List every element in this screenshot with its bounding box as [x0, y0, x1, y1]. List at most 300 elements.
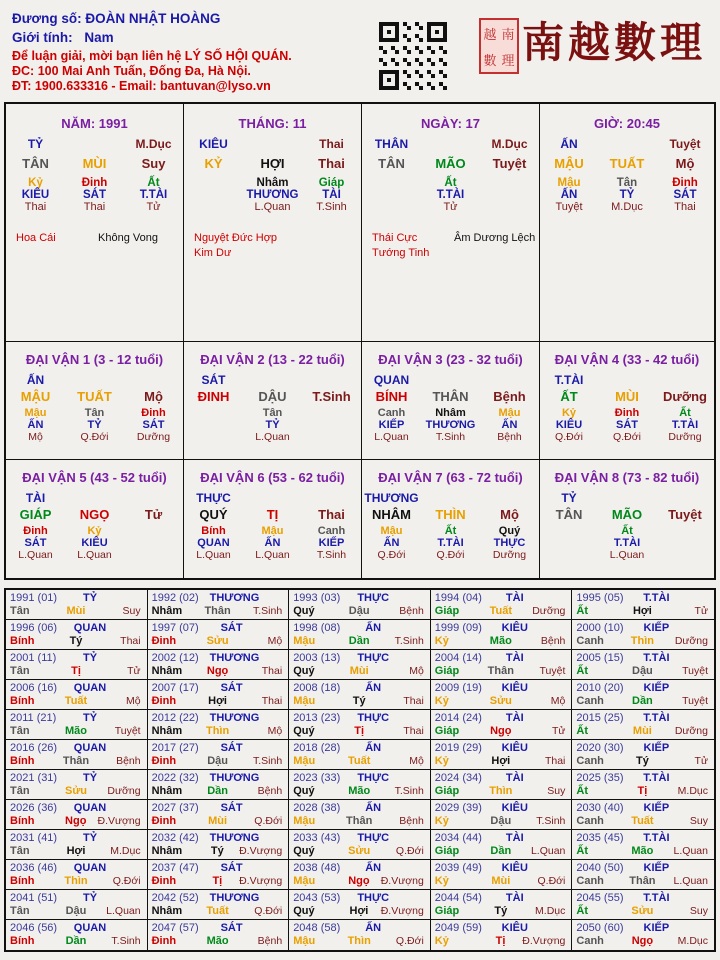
year-line-1 [10, 622, 147, 635]
cell-value: L.Quan [18, 549, 53, 561]
cell-value [124, 373, 183, 387]
year-god: ẤN [365, 622, 382, 634]
year-branch: Tý [69, 635, 83, 647]
year-stem: Kỷ [434, 755, 449, 767]
cell-row-4 [362, 419, 539, 431]
cell-value: KỶ [204, 156, 223, 171]
cell-value: SÁT [24, 537, 47, 549]
year-label: 1991 (01) [10, 592, 58, 604]
year-line-2 [152, 605, 289, 618]
year-line-1 [576, 802, 714, 815]
cell-value: Mậu [24, 407, 47, 419]
year-branch: Dậu [490, 815, 512, 827]
year-line-1 [152, 862, 289, 875]
dai-van-cell [6, 460, 184, 578]
year-line-1 [435, 802, 572, 815]
year-branch: Tuất [64, 695, 88, 707]
cell-value: MẬU [554, 156, 584, 171]
cell-value [362, 201, 421, 213]
year-branch: Tuất [631, 815, 654, 827]
year-stem: Giáp [434, 905, 460, 917]
year-stem: Giáp [434, 845, 460, 857]
cell-value: KIÊU [199, 137, 228, 151]
cell-value: Đinh [23, 525, 48, 537]
year-phase: Bệnh [116, 755, 141, 767]
year-god: THƯƠNG [209, 832, 260, 844]
year-cell [6, 740, 148, 770]
year-label: 1999 (09) [434, 622, 482, 634]
year-label: 1995 (05) [576, 592, 624, 604]
cell-row-1 [362, 137, 539, 151]
cell-row-1 [6, 491, 183, 505]
year-stem: Quý [293, 785, 315, 797]
cell-row-5 [362, 549, 539, 561]
cell-value: KIẾP [378, 419, 405, 431]
year-god: KIẾP [643, 682, 670, 694]
gender-label: Giới tính: [12, 30, 73, 45]
year-line-2 [293, 665, 430, 678]
cell-value: ẤN [560, 189, 578, 201]
year-line-2 [576, 695, 714, 708]
year-stem: Giáp [434, 605, 460, 617]
year-god: TÀI [505, 652, 524, 664]
year-stem: Bính [10, 635, 35, 647]
cell-value: Tuyệt [492, 156, 527, 171]
pillar-cell [6, 104, 184, 342]
year-cell [289, 920, 431, 950]
year-line-2 [293, 935, 430, 948]
year-line-2 [435, 815, 572, 828]
cell-value: T.Sinh [316, 549, 347, 561]
cell-row-5 [362, 201, 539, 213]
year-god: ẤN [365, 802, 382, 814]
year-stem: Bính [10, 815, 35, 827]
cell-value [480, 189, 539, 201]
seal-char: 南 [501, 27, 515, 43]
dai-van-cell [540, 342, 714, 460]
year-branch: Tuất [347, 755, 371, 767]
cell-value: Tử [443, 201, 458, 213]
cell-value [302, 419, 361, 431]
seal-char: 理 [501, 53, 515, 69]
cell-row-2 [6, 507, 183, 522]
year-branch: Tị [71, 665, 81, 677]
year-line-1 [435, 652, 572, 665]
year-label: 2018 (28) [293, 742, 341, 754]
year-line-2 [10, 755, 147, 768]
year-line-2 [10, 665, 147, 678]
cell-value: Dưỡng [668, 431, 702, 443]
year-god: KIÊU [501, 922, 528, 934]
year-line-2 [576, 875, 714, 888]
year-line-2 [435, 695, 572, 708]
cell-row-1 [184, 137, 361, 151]
cell-value: Ất [444, 177, 457, 189]
cell-row-5 [184, 549, 361, 561]
cell-value: L.Quan [77, 549, 112, 561]
year-label: 2014 (24) [434, 712, 482, 724]
year-branch: Thân [629, 875, 656, 887]
cell-value: Tân [84, 407, 105, 419]
cell-value: L.Quan [255, 431, 290, 443]
dai-van-title: ĐẠI VẬN 2 (13 - 22 tuổi) [200, 352, 345, 367]
cell-value: NGỌ [79, 507, 110, 522]
cell-value [480, 491, 539, 505]
dai-van-title: ĐẠI VẬN 7 (63 - 72 tuổi) [378, 470, 523, 485]
year-stem: Mậu [293, 935, 316, 947]
cell-row-2 [184, 389, 361, 404]
year-cell [289, 620, 431, 650]
year-line-1 [152, 682, 289, 695]
year-cell [431, 860, 573, 890]
year-cell [431, 710, 573, 740]
cell-value: Mậu [261, 525, 284, 537]
year-branch: Thân [62, 755, 90, 767]
cell-row-4 [362, 537, 539, 549]
cell-value: Q.Đới [377, 549, 406, 561]
year-cell [289, 650, 431, 680]
year-god: SÁT [220, 922, 243, 934]
year-line-2 [293, 815, 430, 828]
cell-value: MÙI [615, 389, 639, 404]
cell-value: ẤN [501, 419, 518, 431]
year-line-1 [293, 772, 430, 785]
year-line-2 [435, 935, 572, 948]
year-phase: Tử [694, 605, 708, 617]
year-line-2 [10, 605, 147, 618]
dai-van-title: ĐẠI VẬN 1 (3 - 12 tuổi) [25, 352, 164, 367]
cell-value: SÁT [201, 373, 226, 387]
year-branch: Thìn [205, 725, 230, 737]
cell-value: Thai [24, 201, 47, 213]
cell-value [65, 373, 124, 387]
cell-row-4 [6, 537, 183, 549]
year-god: THƯƠNG [209, 892, 260, 904]
cell-value: QUÝ [199, 507, 228, 522]
cell-value: Q.Đới [80, 431, 109, 443]
year-line-2 [10, 815, 147, 828]
cell-value: SÁT [83, 189, 106, 201]
year-line-1 [435, 712, 572, 725]
year-line-2 [10, 695, 147, 708]
year-branch: Mùi [632, 725, 652, 737]
year-phase: L.Quan [106, 905, 141, 917]
cell-value: Thai [319, 137, 344, 151]
year-god: THỰC [357, 772, 390, 784]
year-line-1 [435, 862, 572, 875]
year-label: 2027 (37) [151, 802, 199, 814]
year-god: QUAN [73, 922, 107, 934]
cell-value: Mộ [675, 156, 695, 171]
year-cell [6, 920, 148, 950]
star-label: Thái Cực [372, 232, 418, 244]
year-god: ẤN [365, 742, 382, 754]
year-god: TỶ [82, 712, 98, 724]
year-line-2 [293, 875, 430, 888]
year-line-1 [10, 682, 147, 695]
year-line-1 [293, 742, 430, 755]
year-cell [148, 920, 290, 950]
phone-email-line: ĐT: 1900.633316 - Email: bantuvan@lyso.vn [12, 79, 271, 93]
cell-row-4 [540, 419, 714, 431]
year-phase: Suy [689, 815, 708, 827]
year-line-2 [152, 635, 289, 648]
year-line-2 [152, 725, 289, 738]
year-branch: Hợi [632, 605, 652, 617]
year-line-2 [435, 725, 572, 738]
year-phase: T.Sinh [394, 785, 424, 797]
cell-value: ẤN [27, 419, 44, 431]
cell-value: T.TÀI [139, 189, 168, 201]
year-phase: Suy [547, 785, 566, 797]
year-line-2 [293, 695, 430, 708]
year-cell [572, 920, 714, 950]
year-cell [6, 620, 148, 650]
year-label: 2024 (34) [434, 772, 482, 784]
cell-value: L.Quan [374, 431, 409, 443]
year-branch: Tuất [206, 905, 229, 917]
year-phase: Q.Đới [254, 815, 283, 827]
cell-row-3 [184, 177, 361, 189]
year-phase: Mộ [409, 665, 424, 677]
year-cell [431, 920, 573, 950]
year-branch: Mùi [491, 875, 511, 887]
year-cell [148, 650, 290, 680]
year-label: 1998 (08) [293, 622, 341, 634]
year-label: 2037 (47) [151, 862, 199, 874]
year-cell [6, 650, 148, 680]
year-god: THỰC [357, 892, 390, 904]
year-cell [431, 590, 573, 620]
cell-value: T.TÀI [613, 537, 641, 549]
cell-value [184, 419, 243, 431]
year-stem: Bính [10, 935, 35, 947]
cell-value: Kỷ [28, 177, 43, 189]
cell-value [362, 177, 421, 189]
dai-van-cell [362, 460, 540, 578]
cell-row-3 [540, 177, 714, 189]
contact-note: Để luận giải, mời bạn liên hệ LÝ SỐ HỘI QUÁN. [12, 49, 292, 63]
year-label: 2028 (38) [293, 802, 341, 814]
owner-name: Đương số: ĐOÀN NHẬT HOÀNG [12, 11, 221, 26]
dai-van-cell [6, 342, 184, 460]
cell-value: Mộ [28, 431, 43, 443]
cell-value: TÂN [555, 507, 583, 522]
year-branch: Dậu [348, 605, 370, 617]
cell-value: Đinh [614, 407, 640, 419]
year-line-2 [152, 875, 289, 888]
year-god: SÁT [220, 622, 243, 634]
cell-value [656, 491, 714, 505]
year-line-1 [576, 862, 714, 875]
cell-value: T.TÀI [436, 189, 465, 201]
year-line-1 [10, 772, 147, 785]
cell-value: TÀI [322, 189, 341, 201]
year-stem: Nhâm [151, 845, 183, 857]
year-god: TỶ [82, 772, 98, 784]
year-line-1 [576, 652, 714, 665]
year-branch: Thìn [489, 785, 513, 797]
year-line-2 [293, 635, 430, 648]
year-phase: Bệnh [257, 935, 283, 947]
year-branch: Tý [635, 755, 649, 767]
cell-value: Tân [262, 407, 283, 419]
year-cell [431, 650, 573, 680]
year-phase: M.Dục [535, 905, 566, 917]
cell-value: Thai [83, 201, 106, 213]
cell-value: Q.Đới [555, 431, 583, 443]
cell-value: THỰC [493, 537, 526, 549]
cell-value: SÁT [673, 189, 697, 201]
cell-row-1 [6, 137, 183, 151]
cell-value: ẤT [560, 389, 578, 404]
year-god: T.TÀI [643, 832, 670, 844]
cell-value: ẤN [26, 373, 45, 387]
year-cell [148, 800, 290, 830]
year-branch: Sửu [206, 635, 229, 647]
cell-value: TỶ [27, 137, 44, 151]
year-line-1 [152, 892, 289, 905]
year-label: 1992 (02) [151, 592, 199, 604]
year-label: 2048 (58) [293, 922, 341, 934]
year-phase: Tử [551, 725, 566, 737]
year-cell [431, 830, 573, 860]
year-line-2 [576, 635, 714, 648]
year-phase: Q.Đới [537, 875, 566, 887]
year-branch: Hợi [208, 695, 227, 707]
year-god: T.TÀI [643, 712, 670, 724]
cell-value [184, 177, 243, 189]
year-label: 2020 (30) [576, 742, 624, 754]
year-god: THỰC [357, 592, 390, 604]
cell-value [184, 189, 243, 201]
cell-value [656, 549, 714, 561]
cell-row-4 [184, 189, 361, 201]
year-god: QUAN [73, 862, 107, 874]
cell-value: TỊ [266, 507, 279, 522]
year-branch: Mùi [208, 815, 228, 827]
year-phase: Mộ [267, 725, 283, 737]
cell-row-2 [362, 507, 539, 522]
year-branch: Thìn [64, 875, 88, 887]
cell-row-5 [6, 431, 183, 443]
cell-row-3 [362, 407, 539, 419]
cell-value: KIẾP [318, 537, 345, 549]
year-stem: Đinh [151, 815, 177, 827]
year-branch: Mùi [66, 605, 86, 617]
cell-value: ĐINH [197, 389, 230, 404]
year-line-1 [435, 832, 572, 845]
year-cell [148, 740, 290, 770]
year-label: 2034 (44) [434, 832, 482, 844]
qr-code-icon[interactable] [379, 22, 447, 90]
year-cell [431, 890, 573, 920]
year-stem: Canh [576, 695, 604, 707]
year-stem: Nhâm [151, 605, 183, 617]
cell-value: L.Quan [609, 549, 645, 561]
year-line-2 [10, 935, 147, 948]
year-phase: Dưỡng [532, 605, 566, 617]
cell-value: HỢI [260, 156, 285, 171]
year-stem: Nhâm [151, 665, 183, 677]
year-stem: Quý [293, 725, 315, 737]
year-god: THỰC [357, 652, 390, 664]
cell-row-4 [184, 537, 361, 549]
cell-row-3 [540, 407, 714, 419]
cell-value: M.Dục [491, 137, 528, 151]
year-line-1 [293, 802, 430, 815]
year-cell [148, 890, 290, 920]
year-phase: Tử [694, 755, 708, 767]
dai-van-title: ĐẠI VẬN 5 (43 - 52 tuổi) [22, 470, 167, 485]
pillar-title: NĂM: 1991 [61, 116, 128, 131]
year-line-2 [435, 905, 572, 918]
year-label: 1997 (07) [151, 622, 199, 634]
year-branch: Dần [490, 845, 512, 857]
cell-value: NHÂM [372, 507, 411, 522]
year-label: 2044 (54) [434, 892, 482, 904]
year-label: 2008 (18) [293, 682, 341, 694]
dai-van-cell [184, 460, 362, 578]
cell-row-5 [184, 201, 361, 213]
year-line-2 [10, 635, 147, 648]
year-line-1 [152, 622, 289, 635]
dai-van-cell [362, 342, 540, 460]
year-phase: Thai [544, 755, 566, 767]
year-line-2 [10, 785, 147, 798]
address-line: ĐC: 100 Mai Anh Tuấn, Đống Đa, Hà Nội. [12, 64, 251, 78]
year-line-2 [576, 605, 714, 618]
cell-value: Nhâm [256, 177, 289, 189]
cell-value: Mậu [498, 407, 521, 419]
year-line-2 [293, 605, 430, 618]
year-phase: Đ.Vượng [97, 815, 141, 827]
cell-value [421, 373, 480, 387]
cell-value [480, 177, 539, 189]
dai-van-title: ĐẠI VẬN 4 (33 - 42 tuổi) [554, 352, 700, 367]
year-branch: Ngọ [206, 665, 229, 677]
red-seal-icon [479, 18, 519, 74]
year-line-1 [293, 892, 430, 905]
year-stem: Đinh [151, 875, 177, 887]
year-line-1 [293, 712, 430, 725]
year-phase: Thai [403, 695, 424, 707]
cell-value [124, 525, 183, 537]
year-label: 2017 (27) [151, 742, 199, 754]
year-god: KIẾP [643, 922, 670, 934]
cell-value: Q.Đới [613, 431, 641, 443]
year-branch: Tý [494, 905, 508, 917]
year-cell [289, 680, 431, 710]
cell-value: THƯƠNG [425, 419, 476, 431]
year-label: 2046 (56) [10, 922, 58, 934]
year-branch: Ngọ [348, 875, 370, 887]
cell-row-3 [540, 525, 714, 537]
cell-value [480, 201, 539, 213]
year-line-1 [293, 622, 430, 635]
year-stem: Mậu [293, 755, 316, 767]
cell-value: Tuyệt [668, 507, 702, 522]
year-god: TÀI [505, 832, 524, 844]
year-label: 2019 (29) [434, 742, 482, 754]
year-branch: Hợi [491, 755, 511, 767]
year-label: 2010 (20) [576, 682, 624, 694]
cell-value [656, 537, 714, 549]
year-label: 2039 (49) [434, 862, 482, 874]
year-phase: Q.Đới [254, 905, 283, 917]
cell-row-4 [540, 189, 714, 201]
cell-value: THỰC [196, 491, 231, 505]
